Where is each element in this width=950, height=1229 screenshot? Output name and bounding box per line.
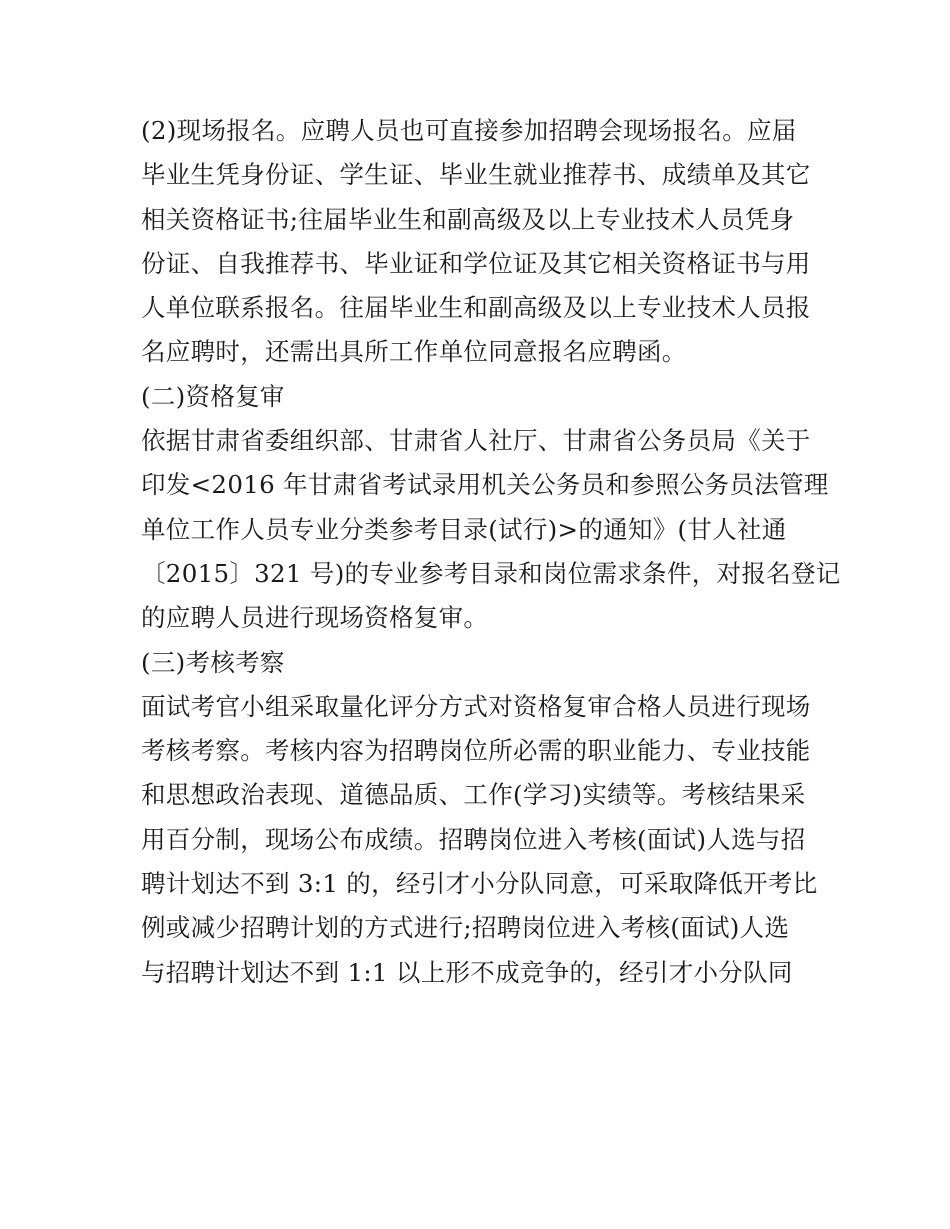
paragraph-line: 例或减少招聘计划的方式进行;招聘岗位进入考核(面试)人选 (141, 913, 790, 943)
paragraph-line: 考核考察。考核内容为招聘岗位所必需的职业能力、专业技能 (141, 736, 811, 766)
paragraph-line: 份证、自我推荐书、毕业证和学位证及其它相关资格证书与用 (141, 248, 811, 278)
paragraph-line: 〔2015〕321 号)的专业参考目录和岗位需求条件，对报名登记 (141, 558, 841, 588)
paragraph-line: 印发<2016 年甘肃省考试录用机关公务员和参照公务员法管理 (141, 470, 829, 500)
paragraph-line: 与招聘计划达不到 1:1 以上形不成竞争的，经引才小分队同 (141, 957, 793, 987)
section-heading: (三)考核考察 (141, 647, 285, 677)
paragraph-line: 依据甘肃省委组织部、甘肃省人社厅、甘肃省公务员局《关于 (141, 426, 811, 456)
paragraph-line: 的应聘人员进行现场资格复审。 (141, 603, 489, 633)
paragraph-line: 聘计划达不到 3:1 的，经引才小分队同意，可采取降低开考比 (141, 869, 818, 899)
paragraph-line: 毕业生凭身份证、学生证、毕业生就业推荐书、成绩单及其它 (141, 160, 811, 190)
paragraph-line: 和思想政治表现、道德品质、工作(学习)实绩等。考核结果采 (141, 780, 806, 810)
paragraph-line: 单位工作人员专业分类参考目录(试行)>的通知》(甘人社通 (141, 514, 787, 544)
section-heading: (二)资格复审 (141, 381, 285, 411)
paragraph-line: (2)现场报名。应聘人员也可直接参加招聘会现场报名。应届 (141, 116, 797, 145)
paragraph-line: 人单位联系报名。往届毕业生和副高级及以上专业技术人员报 (141, 293, 811, 323)
document-body (141, 109, 841, 995)
paragraph-line: 相关资格证书;往届毕业生和副高级及以上专业技术人员凭身 (141, 204, 795, 234)
paragraph-line: 面试考官小组采取量化评分方式对资格复审合格人员进行现场 (141, 691, 811, 721)
paragraph-line: 名应聘时，还需出具所工作单位同意报名应聘函。 (141, 337, 687, 367)
paragraph-line: 用百分制，现场公布成绩。招聘岗位进入考核(面试)人选与招 (141, 824, 806, 854)
